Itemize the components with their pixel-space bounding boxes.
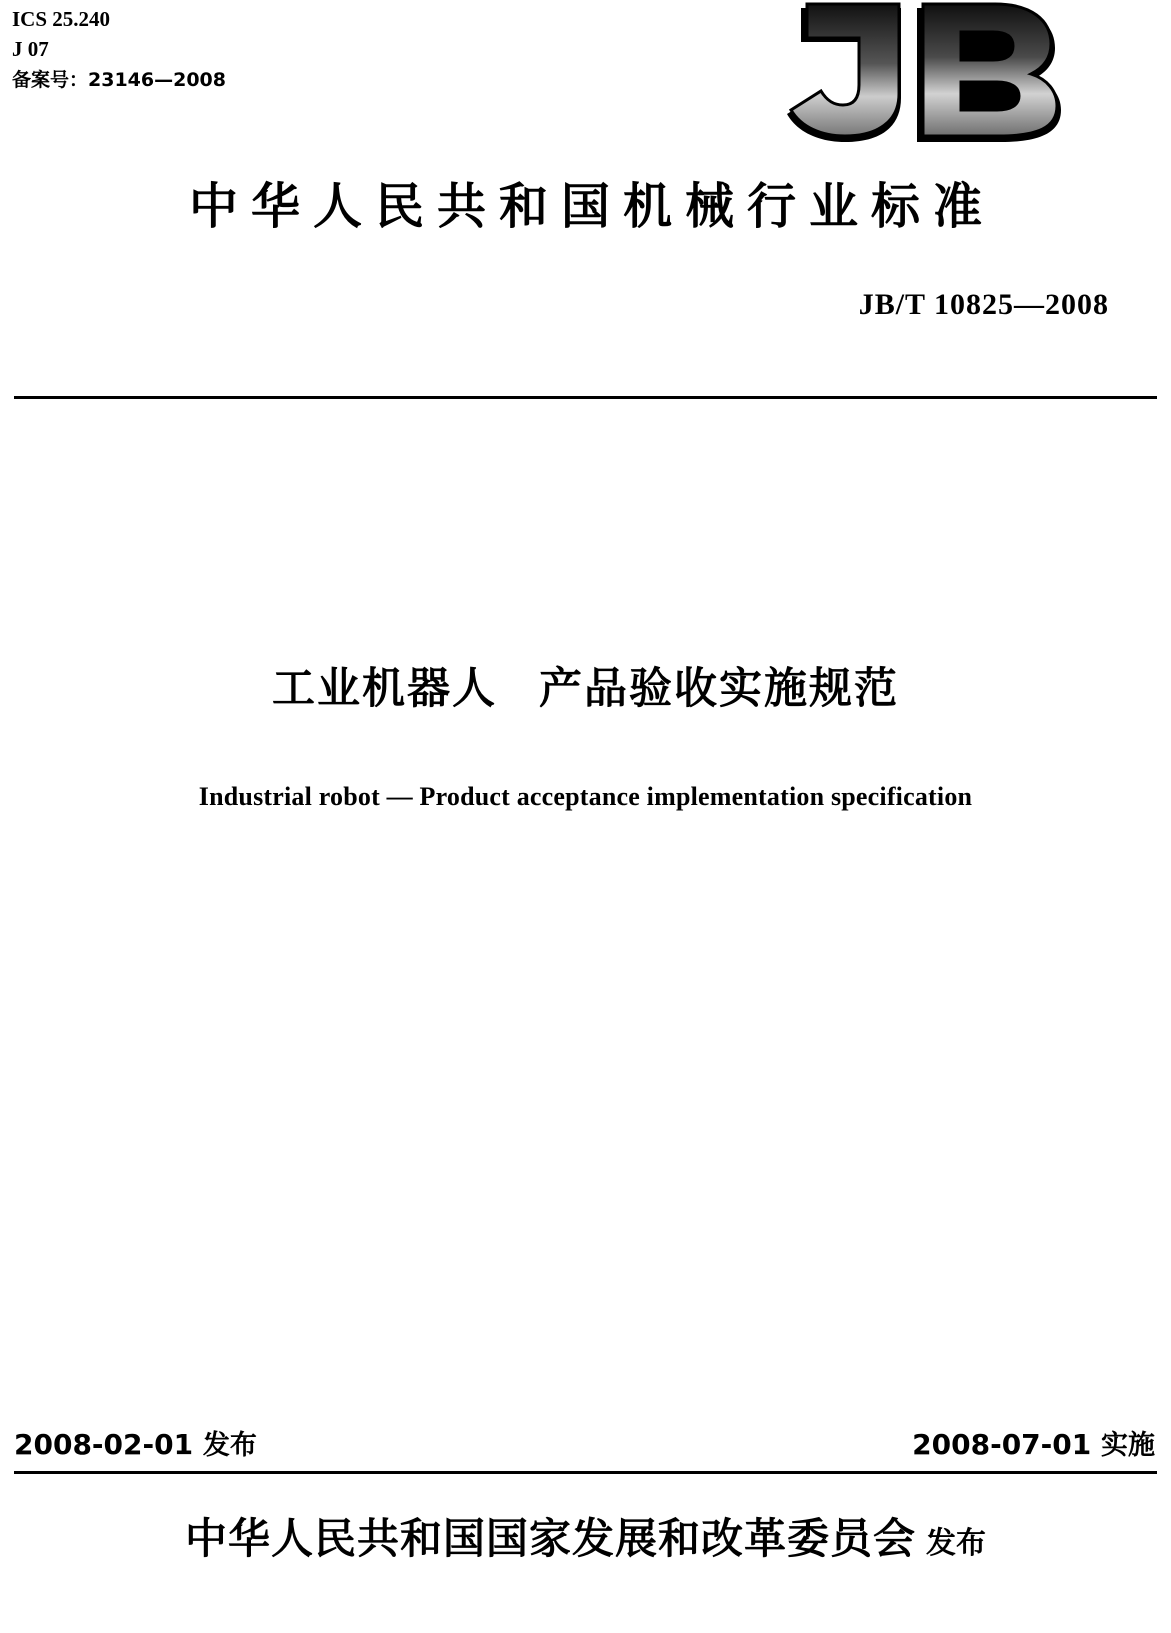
- issue-date-block: [14, 1423, 257, 1462]
- issue-label: 发布: [202, 1430, 257, 1461]
- effective-date: 2008-07-01: [912, 1428, 1092, 1461]
- issue-date: 2008-02-01: [14, 1428, 194, 1461]
- ics-code: ICS 25.240: [12, 7, 111, 31]
- issuer-organization: 中华人民共和国国家发展和改革委员会: [184, 1514, 916, 1563]
- issuer-verb: 发布: [926, 1526, 986, 1561]
- standard-number: JB/T 10825—2008: [858, 288, 1109, 321]
- record-number: 备案号：23146—2008: [12, 68, 226, 91]
- classification-code: J 07: [12, 37, 49, 62]
- effective-date-block: [912, 1423, 1155, 1462]
- document-title-cn: [0, 655, 1171, 716]
- footer-divider: [14, 1471, 1157, 1474]
- national-standard-title: 中华人民共和国机械行业标准: [188, 178, 995, 235]
- issuer-block: [0, 1506, 1171, 1566]
- effective-label: 实施: [1101, 1430, 1155, 1461]
- classification-block: [12, 4, 226, 94]
- document-title-en: Industrial robot — Product acceptance implementation specification: [198, 782, 973, 811]
- document-title-cn-part1: 工业机器人: [272, 664, 497, 714]
- jb-emblem-icon: [783, 2, 1063, 147]
- header-divider: [14, 396, 1157, 399]
- document-title-cn-part2: 产品验收实施规范: [539, 664, 899, 714]
